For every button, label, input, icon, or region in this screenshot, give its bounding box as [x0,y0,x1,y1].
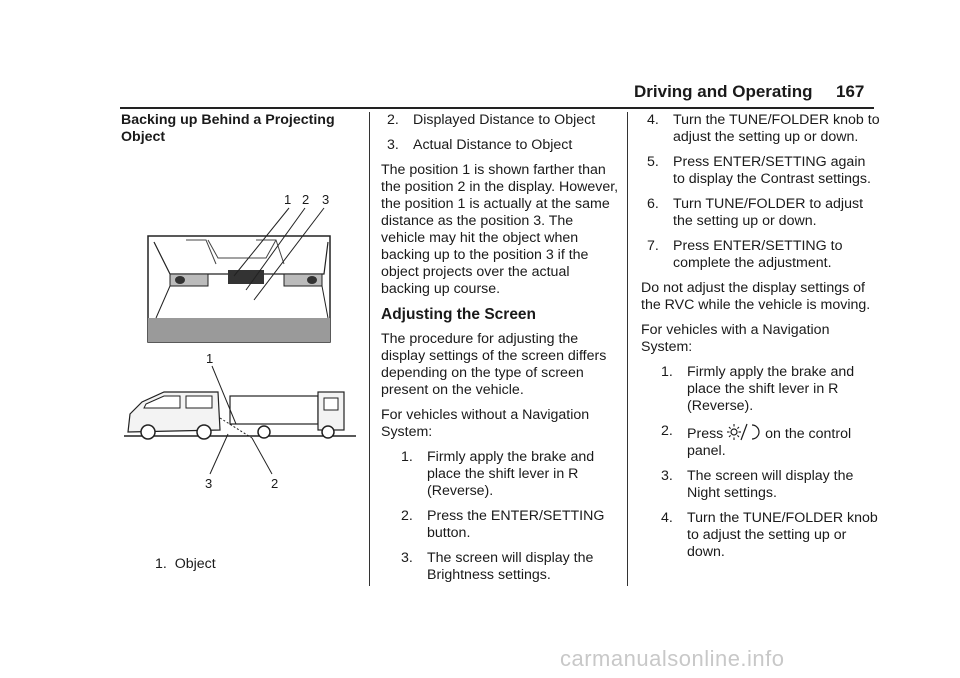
figure-caption-item-1: 1. Object [155,556,216,572]
list-item: 4. Turn the TUNE/FOLDER knob to adjust the setting up or down. [661,510,878,560]
watermark: carmanualsonline.info [560,646,785,671]
caption-list [381,112,621,154]
column-1 [121,112,357,146]
list-item: 4. Turn the TUNE/FOLDER knob to adjust the setting up or down. [647,112,880,145]
list-item: 3. The screen will display the Night settings. [661,468,854,501]
list-item: 1. Firmly apply the brake and place the shift lever in R (Reverse). [401,449,595,499]
day-night-icon [727,423,761,441]
column-divider-1 [369,112,370,586]
paragraph: For vehicles with a Navigation System: [641,322,830,355]
list-item: 1. Firmly apply the brake and place the shift lever in R (Reverse). [661,364,855,414]
column-3 [641,112,881,569]
paragraph: The procedure for adjusting the display settings of the screen differs depending on the type of screen present on the vehicle. [381,331,607,398]
paragraph: The position 1 is shown farther than the position 2 in the display. However, the position 1 is actually at the same distance as the position 3. The vehicle may hit the object when backing up to the position 3 if the object projects over the actual backing up course. [381,162,619,297]
figure-label-top-3: 3 [322,192,330,207]
figure-label-top-1: 1 [284,192,292,207]
steps-list [641,364,881,561]
column-divider-2 [627,112,628,586]
list-item: 5. Press ENTER/SETTING again to display the Contrast settings. [647,154,871,187]
subsection-heading: Backing up Behind a Projecting Object [121,112,335,145]
figure-label-side-2: 2 [271,476,279,491]
steps-list [641,112,881,272]
paragraph: For vehicles without a Navigation System: [381,407,590,440]
section-heading: Adjusting the Screen [381,306,537,323]
header-rule [120,107,874,109]
list-item: 6. Turn TUNE/FOLDER to adjust the setting up or down. [647,196,864,229]
figure-label-side-1: 1 [206,351,214,366]
paragraph: Do not adjust the display settings of the RVC while the vehicle is moving. [641,280,871,313]
rear-camera-view-figure [146,190,358,346]
list-item: 2. Press the ENTER/SETTING button. [401,508,605,541]
side-view-figure [124,362,356,490]
steps-list [381,449,621,584]
column-2 [381,112,621,592]
list-item: 7. Press ENTER/SETTING to complete the adjustment. [647,238,843,271]
list-item: 2. Displayed Distance to Object [387,112,596,128]
section-title: Driving and Operating [634,82,813,101]
list-item: 3. Actual Distance to Object [387,137,573,153]
page-header [0,82,960,108]
figure-label-top-2: 2 [302,192,310,207]
list-item: 3. The screen will display the Brightness settings. [401,550,594,583]
list-item: 2. Press on the control panel. [661,423,852,459]
page-number: 167 [836,82,865,101]
figure-label-side-3: 3 [205,476,213,491]
